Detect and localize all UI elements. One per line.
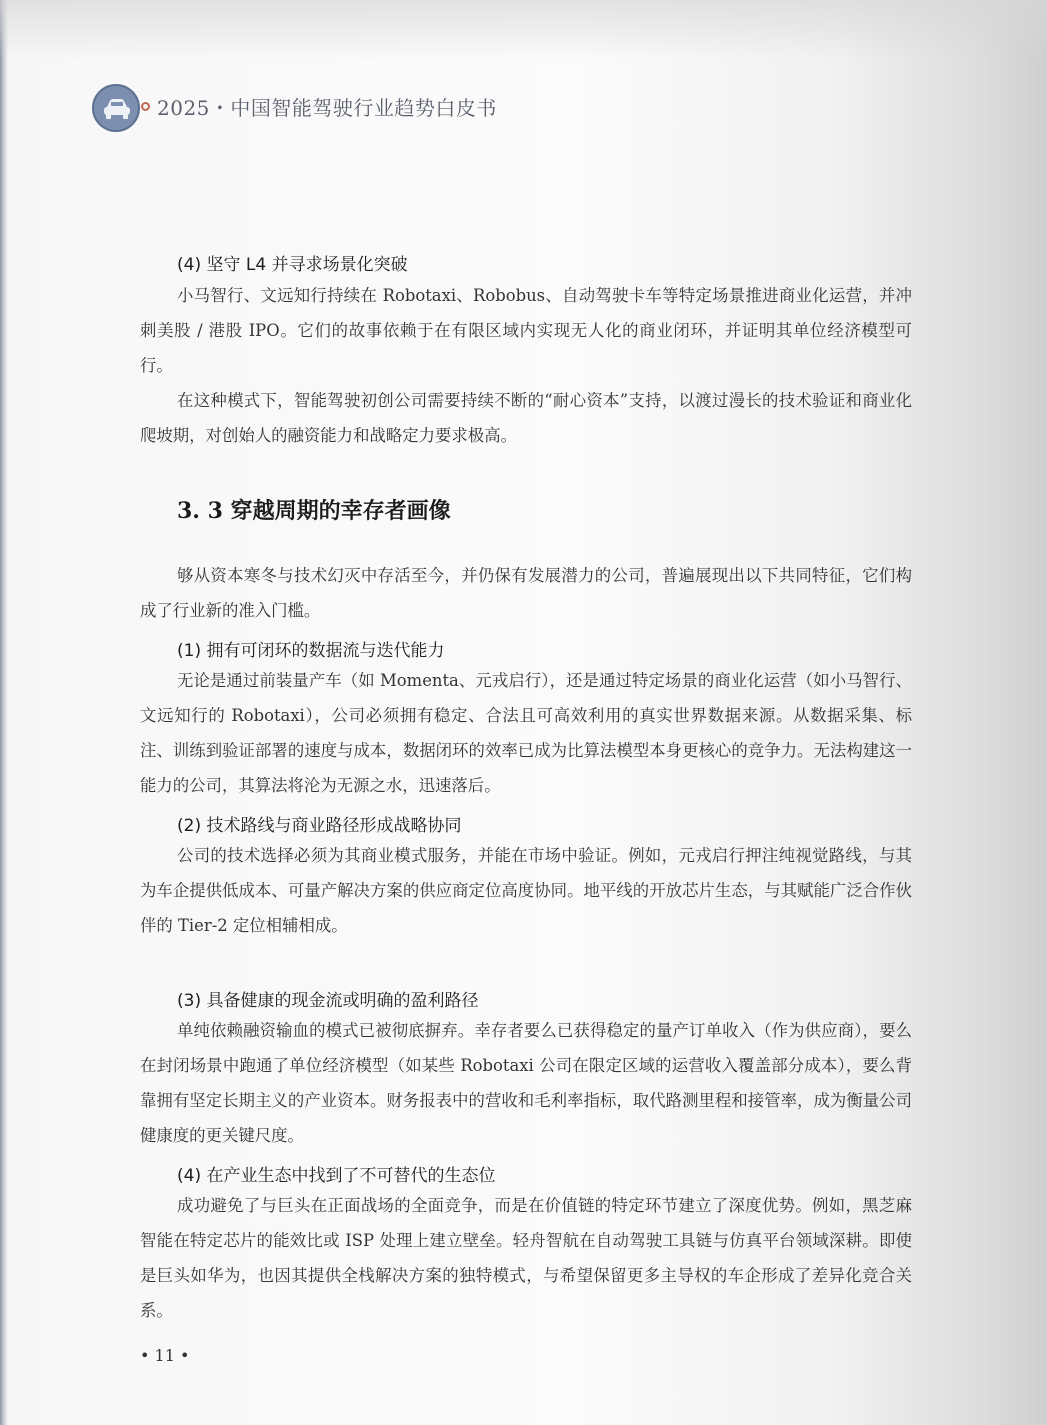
paragraph-intro: 够从资本寒冬与技术幻灭中存活至今，并仍保有发展潜力的公司，普遍展现出以下共同特征，它们构成了行业新的准入门槛。 [140,566,912,620]
subheading-4-l4: (4) 坚守 L4 并寻求场景化突破 [177,255,408,275]
running-header-title: 2025・中国智能驾驶行业趋势白皮书 [157,96,497,120]
subheading-1-data-loop: (1) 拥有可闭环的数据流与迭代能力 [177,641,445,661]
paragraph-cashflow: 单纯依赖融资输血的模式已被彻底摒弃。幸存者要么已获得稳定的量产订单收入（作为供应商），要么在封闭场景中跑通了单位经济模型（如某些 Robotaxi 公司在限定区域的运营收入覆盖部分成本），要么背靠拥有坚定长期主义的产业资本。财务报表中的营收和毛利率指标，取代路测里程和接管率，成为衡量公司健康度的更关键尺度。 [140,1021,912,1145]
paragraph-synergy: 公司的技术选择必须为其商业模式服务，并能在市场中验证。例如，元戎启行押注纯视觉路线，与其为车企提供低成本、可量产解决方案的供应商定位高度协同。地平线的开放芯片生态，与其赋能广泛合作伙伴的 Tier-2 定位相辅相成。 [140,846,912,935]
header-connector-dot [141,102,150,111]
page-number: • 11 • [140,1346,190,1365]
section-heading-3-3: 3. 3 穿越周期的幸存者画像 [177,498,451,524]
car-icon [102,97,132,121]
top-shade [0,0,1047,60]
paragraph-data-loop: 无论是通过前装量产车（如 Momenta、元戎启行），还是通过特定场景的商业化运营（如小马智行、文远知行的 Robotaxi），公司必须拥有稳定、合法且可高效利用的真实世界数据来源。从数据采集、标注、训练到验证部署的速度与成本，数据闭环的效率已成为比算法模型本身更核心的竞争力。无法构建这一能力的公司，其算法将沦为无源之水，迅速落后。 [140,671,912,795]
paragraph-l4-scenario: 小马智行、文远知行持续在 Robotaxi、Robobus、自动驾驶卡车等特定场景推进商业化运营，并冲刺美股 / 港股 IPO。它们的故事依赖于在有限区域内实现无人化的商业闭环，并证明其单位经济模型可行。 [140,286,912,375]
binding-shadow [0,0,8,1425]
subheading-4-ecosystem: (4) 在产业生态中找到了不可替代的生态位 [177,1166,496,1186]
paragraph-patient-capital: 在这种模式下，智能驾驶初创公司需要持续不断的“耐心资本”支持，以渡过漫长的技术验证和商业化爬坡期，对创始人的融资能力和战略定力要求极高。 [140,391,912,445]
subheading-2-synergy: (2) 技术路线与商业路径形成战略协同 [177,816,462,836]
header-badge [92,84,140,132]
subheading-3-cashflow: (3) 具备健康的现金流或明确的盈利路径 [177,991,479,1011]
paragraph-ecosystem: 成功避免了与巨头在正面战场的全面竞争，而是在价值链的特定环节建立了深度优势。例如，黑芝麻智能在特定芯片的能效比或 ISP 处理上建立壁垒。轻舟智航在自动驾驶工具链与仿真平台领域深耕。即使是巨头如华为，也因其提供全栈解决方案的独特模式，与希望保留更多主导权的车企形成了差异化竞合关系。 [140,1196,912,1320]
